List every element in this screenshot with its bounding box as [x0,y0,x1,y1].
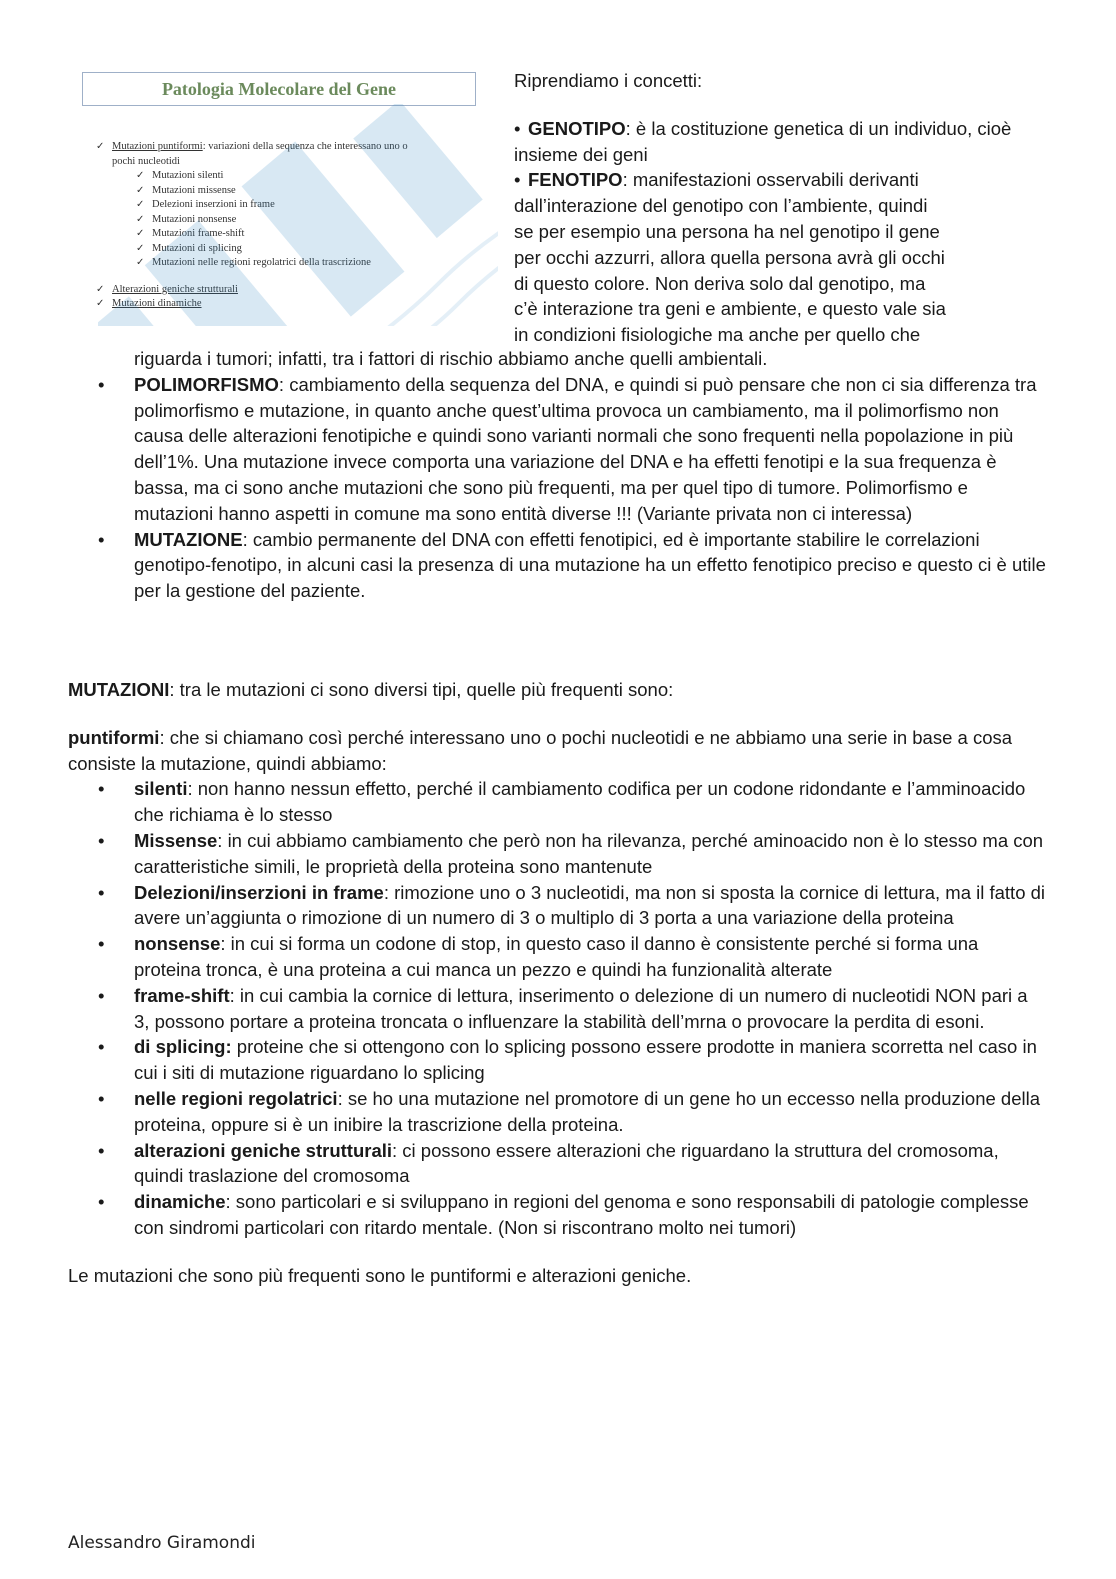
bullet-icon: • [98,778,105,800]
slide-sub-item: ✓ Mutazioni silenti [136,169,408,184]
slide-sub-item: ✓ Mutazioni di splicing [136,242,408,257]
mutazioni-heading: MUTAZIONI: tra le mutazioni ci sono diversi tipi, quelle più frequenti sono: [68,678,674,700]
list-item: • dinamiche: sono particolari e si sviluppano in regioni del genoma e sono responsabili di patologie complesse con sindromi particolari con ritardo mentale. (Non si riscontrano molto nei tumori) [98,1191,1029,1238]
bullet-icon: • [98,1087,105,1109]
slide-sub-item: ✓ Mutazioni frame-shift [136,227,408,242]
slide-sub-item: ✓ Delezioni inserzioni in frame [136,198,408,213]
bullet-icon: • [514,169,521,191]
check-icon: ✓ [136,184,145,196]
bullet-icon: • [98,1139,105,1161]
bullet-icon: • [98,1036,105,1058]
list-item: • POLIMORFISMO: cambiamento della sequenza del DNA, e quindi si può pensare che non ci sia differenza tra polimorfismo e mutazione, in quanto anche quest’ultima provoca un cambiamento, ma il polimorfismo non causa delle alterazioni fenotipiche e quindi sono varianti normali che sono frequenti nella popolazione in più dell’1%. Una mutazione invece comporta una variazione del DNA e ha effetti fenotipi e la sua frequenza è bassa, ma ci sono anche mutazioni che sono più frequenti, ma per quel tipo di tumore. Polimorfismo e mutazioni hanno aspetti in comune ma sono entità diverse !!! (Variante privata non ci interessa) [98,373,1037,524]
puntiformi-paragraph: puntiformi: che si chiamano così perché interessano uno o pochi nucleotidi e ne abbiamo una serie in base a cosa consiste la mutazione, quindi abbiamo: [68,726,1013,774]
bullet-icon: • [98,984,105,1006]
slide-item: ✓ Mutazioni puntiformi: variazioni della sequenza che interessano uno o [96,140,408,155]
bullet-icon: • [98,373,105,395]
slide-item: ✓ Mutazioni dinamiche [96,297,408,312]
list-item: • Delezioni/inserzioni in frame: rimozione uno o 3 nucleotidi, ma non si sposta la cornice di lettura, ma il fatto di avere un’aggiunta o rimozione di un numero di 3 o multiplo di 3 porta a una variazione della proteina [98,881,1046,929]
right-column [514,68,1044,348]
slide-sub-item: ✓ Mutazioni nelle regioni regolatrici della trascrizione [136,256,408,271]
list-item: • MUTAZIONE: cambio permanente del DNA con effetti fenotipici, ed è importante stabilire le correlazioni genotipo-fenotipo, in alcuni casi la presenza di una mutazione ha un effetto fenotipico preciso e questo ci è utile per la gestione del paziente. [98,528,1046,602]
fenotipo-continuation: riguarda i tumori; infatti, tra i fattori di rischio abbiamo anche quelli ambientali. [134,348,768,369]
bullet-icon: • [98,881,105,903]
bullet-icon: • [98,1191,105,1213]
list-item: • alterazioni geniche strutturali: ci possono essere alterazioni che riguardano la struttura del cromosoma, quindi traslazione del cromosoma [98,1139,999,1187]
slide-image [78,64,498,326]
slide-title: Patologia Molecolare del Gene [82,72,476,106]
concept-list [68,372,1048,604]
check-icon: ✓ [136,257,145,268]
list-item: • frame-shift: in cui cambia la cornice di lettura, inserimento o delezione di un numero di nucleotidi NON pari a 3, possono portare a proteina troncata o influenzare la stabilità dell’mrna o provocare la perdita di esoni. [98,984,1028,1032]
check-icon: ✓ [96,141,105,152]
fenotipo-paragraph: • FENOTIPO: manifestazioni osservabili derivanti dall’interazione del genotipo con l’ambiente, quindi se per esempio una persona ha nel genotipo il gene per occhi azzurri, allora quella persona avrà gli occhi di questo colore. Non deriva solo dal genotipo, ma c’è interazione tra geni e ambiente, e questo vale sia in condizioni fisiologiche ma anche per quello che [514,169,946,346]
check-icon: ✓ [136,199,145,210]
main-body [68,346,1048,1289]
list-item: • nonsense: in cui si forma un codone di stop, in questo caso il danno è consistente perché si forma una proteina tronca, è una proteina a cui manca un pezzo e quindi ha funzionalità alterate [98,933,979,980]
check-icon: ✓ [96,298,105,309]
mutation-types-list [68,776,1048,1240]
bullet-icon: • [98,933,105,955]
genotipo-paragraph: • GENOTIPO: è la costituzione genetica di un individuo, cioè insieme dei geni [514,117,1012,165]
bullet-icon: • [514,117,521,139]
bullet-icon: • [98,528,105,550]
check-icon: ✓ [136,228,145,239]
slide-sub-item: ✓ Mutazioni missense [136,184,408,199]
bullet-icon: • [98,829,105,851]
slide-sub-list [96,169,408,271]
footer-author: Alessandro Giramondi [68,1533,256,1553]
list-item: • silenti: non hanno nessun effetto, perché il cambiamento codifica per un codone ridondante e l’amminoacido che richiama è lo stesso [98,778,1026,826]
check-icon: ✓ [136,242,145,254]
slide-sub-item: ✓ Mutazioni nonsense [136,213,408,228]
check-icon: ✓ [136,213,145,225]
check-icon: ✓ [136,170,145,181]
slide-list [96,140,408,312]
slide-item: ✓ Alterazioni geniche strutturali [96,283,408,298]
list-item: • nelle regioni regolatrici: se ho una mutazione nel promotore di un gene ho un eccesso nella produzione della proteina, oppure si è un inibire la trascrizione della proteina. [98,1087,1041,1135]
check-icon: ✓ [96,283,105,295]
slide-item: pochi nucleotidi [112,155,180,167]
list-item: • di splicing: proteine che si ottengono con lo splicing possono essere prodotte in maniera scorretta nel caso in cui i siti di mutazione riguardano lo splicing [98,1036,1037,1084]
conclusion-text: Le mutazioni che sono più frequenti sono le puntiformi e alterazioni geniche. [68,1264,692,1286]
list-item: • Missense: in cui abbiamo cambiamento che però non ha rilevanza, perché aminoacido non è lo stesso ma con caratteristiche simili, le proprietà della proteina sono mantenute [98,829,1044,877]
intro-text: Riprendiamo i concetti: [514,70,703,91]
